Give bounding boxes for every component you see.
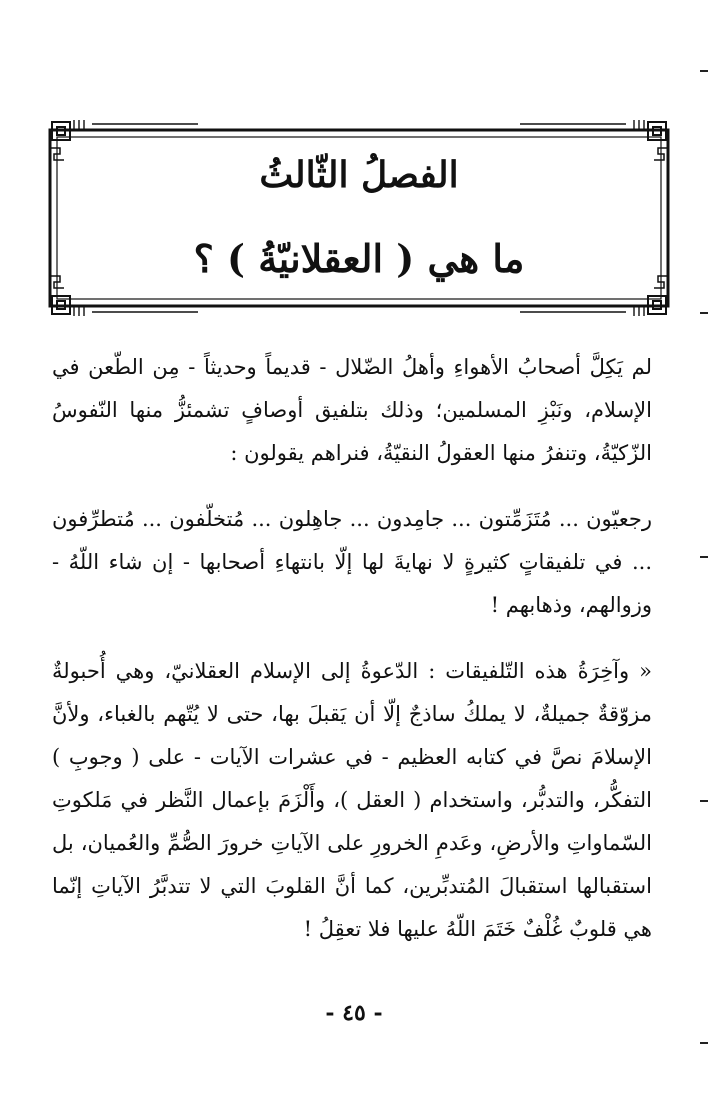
margin-mark [700, 800, 708, 802]
chapter-heading-frame [48, 118, 670, 318]
chapter-title: ما هي ( العقلانيّةُ ) ؟ [193, 236, 525, 281]
ornamental-border [48, 118, 670, 318]
page-number: - ٤٥ - [325, 1000, 383, 1026]
margin-mark [700, 556, 708, 558]
paragraph-2: رجعيّون ... مُتَزَمِّتون ... جامِدون ... جاهِلون ... مُتخلّفون ... مُتطرِّفون ... في تلفيقاتٍ كثيرةٍ لا نهايةَ لها إلّا بانتهاءِ أصحابها - إن شاء اللّهُ - وزوالهم، وذهابهم ! [52, 507, 652, 617]
chapter-label: الفصلُ الثّالثُ [259, 154, 459, 196]
paragraph-1: لم يَكِلَّ أصحابُ الأهواءِ وأهلُ الضّلال - قديماً وحديثاً - مِن الطّعن في الإسلام، ونَبْزِ المسلمين؛ وذلك بتلفيق أوصافٍ تشمئزُّ منها النّفوسُ الزّكيّةُ، وتنفرُ منها العقولُ النقيّةُ، فنراهم يقولون : [52, 355, 652, 465]
margin-mark [700, 70, 708, 72]
paragraph-3: « وآخِرَةُ هذه التّلفيقات : الدّعوةُ إلى الإسلام العقلانيّ، وهي أُحبولةٌ مزوّقةٌ جميلةٌ، لا يملكُ ساذجٌ إلّا أن يَقبلَ بها، حتى لا يُتّهم بالغباء، ولأنَّ الإسلامَ نصَّ في كتابه العظيم - في عشرات الآيات - على ( وجوبِ ) التفكُّر، والتدبُّر، واستخدام ( العقل )، وأَلْزَمَ بإعمال النَّظر في مَلكوتِ السّماواتِ والأرضِ، وعَدمِ الخرورِ على الآياتِ خرورَ الصُّمِّ والعُميان، بل استقبالها استقبالَ المُتدبِّرين، كما أنَّ القلوبَ التي لا تتدبَّرُ الآياتِ إنّما هي قلوبٌ غُلْفٌ خَتَمَ اللّهُ عليها فلا تعقِلُ ! [52, 659, 652, 941]
margin-mark [700, 312, 708, 314]
margin-mark [700, 1042, 708, 1044]
